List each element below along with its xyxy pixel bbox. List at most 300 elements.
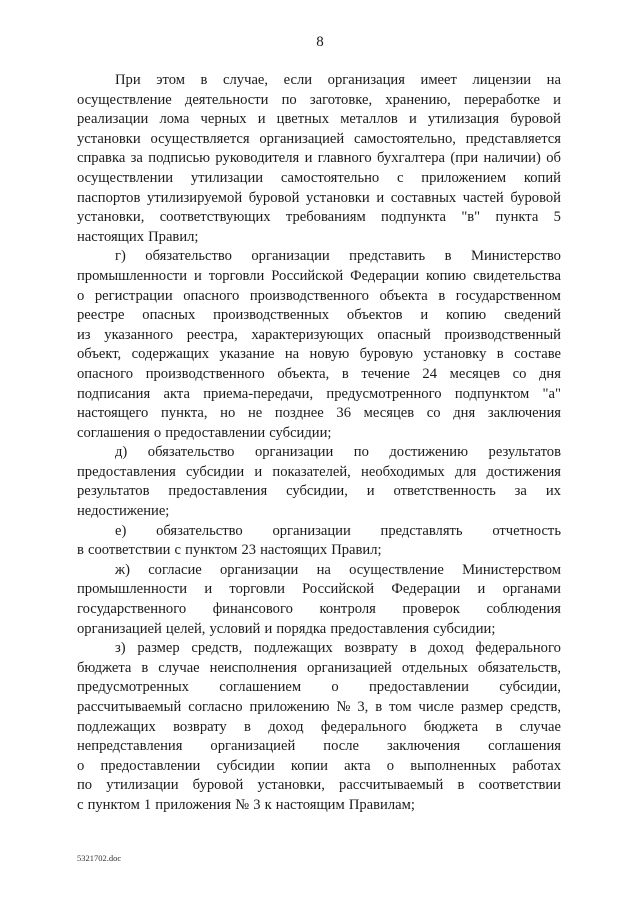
word: и <box>194 267 202 284</box>
word: и <box>264 620 273 637</box>
word: случае <box>519 718 561 735</box>
word: копию <box>446 307 487 324</box>
text-line <box>77 737 561 757</box>
word: организации <box>219 561 299 578</box>
word: достижению <box>389 444 469 461</box>
word: руководителя <box>215 150 300 167</box>
text-line <box>77 326 561 346</box>
word: переработке <box>463 91 540 108</box>
word: имеет <box>420 72 457 88</box>
text-line <box>77 287 561 307</box>
word: указание <box>219 346 275 363</box>
word: и <box>420 307 429 324</box>
word: порядка <box>276 620 327 637</box>
word: предоставлении <box>165 424 266 441</box>
word: заключения <box>387 738 461 755</box>
word: организации <box>272 522 351 539</box>
word: субсидии <box>216 757 275 774</box>
text-line <box>77 404 561 424</box>
word: ответственность <box>393 483 496 500</box>
word: обязательство <box>145 248 232 265</box>
word: е) <box>115 522 127 539</box>
word: паспортов <box>77 189 141 206</box>
word: главного <box>317 150 372 167</box>
word: результатов <box>488 444 561 461</box>
word: и <box>254 463 263 480</box>
page-number: 8 <box>316 34 324 50</box>
word: и <box>204 581 213 598</box>
word: самостоятельно <box>280 169 380 186</box>
word: соответствии <box>478 777 561 794</box>
word: реестре <box>77 307 125 324</box>
text-line <box>77 149 561 169</box>
word: организацией <box>210 738 296 755</box>
word: предусмотренного <box>326 385 442 402</box>
word: в <box>77 542 84 559</box>
word: о <box>386 757 395 774</box>
word: на <box>546 72 561 88</box>
word: (при <box>450 150 479 167</box>
word: заключения <box>487 405 561 422</box>
word: требованиям <box>285 209 366 226</box>
text-line <box>77 247 561 267</box>
word: федерального <box>320 718 407 735</box>
word: г) <box>115 248 126 265</box>
word: и <box>366 483 375 500</box>
word: содержащих <box>131 346 210 363</box>
word: подлежащих <box>77 718 156 735</box>
word: 5 <box>553 209 561 226</box>
word: позднее <box>274 405 324 422</box>
word: приложению <box>249 699 330 715</box>
word: в <box>341 365 349 382</box>
word: но <box>220 405 236 422</box>
word: подписью <box>148 150 211 167</box>
word: государственном <box>455 287 561 304</box>
word: из <box>77 326 91 343</box>
word: частей <box>462 189 504 206</box>
word: выполненных <box>410 757 497 774</box>
word: копию <box>425 267 467 284</box>
word: возврату <box>344 640 399 657</box>
text-line <box>77 757 561 777</box>
word: предоставления <box>330 620 430 637</box>
word: сведений <box>504 307 561 324</box>
text-line <box>77 482 561 502</box>
word: отдельных <box>401 659 468 676</box>
word: При <box>115 72 141 88</box>
text-line <box>77 208 561 228</box>
word: хранению, <box>385 91 451 108</box>
word: настоящего <box>77 405 149 422</box>
word: организации <box>254 444 334 461</box>
text-line <box>77 169 561 189</box>
word: объектов <box>346 307 403 324</box>
word: представить <box>349 248 426 265</box>
word: осуществление <box>77 91 172 108</box>
word: утилизируемой <box>146 189 243 206</box>
word: объект, <box>77 346 122 363</box>
word: опасного <box>183 287 240 304</box>
word: средств, <box>191 640 243 657</box>
word: бюджета <box>77 659 132 676</box>
word: предоставлении <box>369 679 469 696</box>
text-line <box>77 345 561 365</box>
word: Российской <box>271 267 344 284</box>
word: месяцев <box>449 365 501 382</box>
word: акта <box>344 757 371 774</box>
word: доход <box>268 718 304 735</box>
text-line <box>77 718 561 738</box>
word: пунктом <box>87 796 140 813</box>
word: и <box>304 150 313 167</box>
word: доход <box>428 640 464 657</box>
word: Федерации <box>350 267 420 284</box>
word: в <box>495 718 503 735</box>
word: в <box>438 287 446 304</box>
word: субсидии <box>186 463 245 480</box>
word: размер <box>137 640 180 657</box>
word: результатов <box>77 483 150 500</box>
word: соответствии <box>87 542 171 559</box>
word: утилизации <box>190 169 264 186</box>
word: организации <box>251 248 330 265</box>
word: установку <box>423 346 487 363</box>
word: представляется <box>465 130 561 147</box>
text-line <box>77 91 561 111</box>
word: буровой <box>510 111 561 128</box>
word: за <box>130 150 143 167</box>
word: и <box>477 581 486 598</box>
word: случае, <box>223 72 269 88</box>
word: Федерации <box>391 581 461 598</box>
word: наличии) <box>483 150 541 167</box>
word: на <box>316 561 331 578</box>
word: обязательство <box>156 522 243 539</box>
word: субсидии, <box>499 679 561 696</box>
text-line <box>77 600 561 620</box>
word: представлять <box>380 522 463 539</box>
word: копий <box>523 169 561 186</box>
word: к <box>264 796 272 813</box>
word: опасных <box>142 307 196 324</box>
word: и <box>376 189 385 206</box>
word: пункта, <box>161 405 208 422</box>
word: подлежащих <box>253 640 333 657</box>
word: неисполнения <box>209 659 298 676</box>
word: и <box>553 91 561 108</box>
word: "а" <box>542 385 561 402</box>
word: условий <box>209 620 261 637</box>
word: Российской <box>302 581 375 598</box>
word: опасного <box>77 365 134 382</box>
word: 3, <box>357 699 369 715</box>
word: буровой <box>510 189 561 206</box>
text-line <box>77 110 561 130</box>
word: организация <box>327 72 405 88</box>
word: по <box>281 91 297 108</box>
word: на <box>284 346 300 363</box>
word: контроля <box>319 601 376 618</box>
text-line <box>77 443 561 463</box>
word: цветных <box>276 111 330 128</box>
word: федерального <box>475 640 561 657</box>
text-line <box>77 776 561 796</box>
word: с <box>397 169 404 186</box>
word: дня <box>539 365 561 382</box>
word: производственного <box>145 365 265 382</box>
word: подпункта <box>381 209 446 226</box>
word: обязательств, <box>477 659 561 676</box>
word: соблюдения <box>486 601 561 618</box>
word: предусмотренных <box>77 679 189 696</box>
text-line <box>77 639 561 659</box>
word: осуществление <box>349 561 444 578</box>
text-line <box>77 659 561 679</box>
text-line <box>77 306 561 326</box>
word: 23 <box>241 542 257 559</box>
word: осуществлении <box>77 169 174 186</box>
word: 24 <box>422 365 437 382</box>
word: соответствующих <box>159 209 271 226</box>
text-line <box>77 385 561 405</box>
word: о <box>331 679 339 696</box>
word: реализации <box>77 111 149 128</box>
word: по <box>353 444 369 461</box>
word: пунктом <box>185 542 238 559</box>
word: о <box>77 757 85 774</box>
word: за <box>514 483 527 500</box>
word: бухгалтера <box>377 150 446 167</box>
word: справка <box>77 150 126 167</box>
text-line <box>77 620 561 640</box>
word: Правил; <box>148 228 199 245</box>
word: предоставления <box>168 483 268 500</box>
text-line <box>77 267 561 287</box>
word: самостоятельно, <box>353 130 456 147</box>
word: характеризующих <box>251 326 364 343</box>
word: производственный <box>444 326 561 343</box>
word: их <box>545 483 561 500</box>
word: недостижение; <box>77 503 170 520</box>
word: государственного <box>77 601 187 618</box>
word: со <box>512 365 527 382</box>
document-file-reference: 5321702.doc <box>77 853 122 863</box>
word: осуществляется <box>150 130 250 147</box>
word: промышленности <box>77 581 188 598</box>
word: настоящих <box>77 228 145 245</box>
word: согласно <box>188 699 243 715</box>
word: в <box>200 72 208 88</box>
text-line <box>77 678 561 698</box>
word: в <box>444 248 452 265</box>
word: обязательство <box>147 444 235 461</box>
word: производственного <box>249 287 369 304</box>
word: если <box>283 72 313 88</box>
word: объекта <box>379 287 428 304</box>
word: установки <box>306 189 370 206</box>
word: № <box>235 796 250 813</box>
text-line <box>77 189 561 209</box>
word: металлов <box>340 111 398 128</box>
word: заготовке, <box>309 91 373 108</box>
word: Правил; <box>331 542 382 559</box>
word: 36 <box>336 405 351 422</box>
word: д) <box>115 444 128 461</box>
text-line <box>77 561 561 581</box>
word: согласие <box>148 561 202 578</box>
word: настоящих <box>260 542 328 559</box>
text-line <box>77 365 561 385</box>
word: в <box>409 640 417 657</box>
word: в <box>244 718 251 735</box>
word: пункта <box>495 209 539 226</box>
word: составе <box>514 346 561 363</box>
word: субсидии; <box>269 424 332 441</box>
word: проверок <box>402 601 460 618</box>
word: Министерство <box>470 248 561 265</box>
word: указанного <box>104 326 173 343</box>
word: достижения <box>486 463 561 480</box>
word: по <box>77 777 93 794</box>
word: настоящим <box>275 796 345 813</box>
word: организацией <box>77 620 162 637</box>
word: отчетность <box>492 522 561 539</box>
word: новую <box>309 346 350 363</box>
word: органами <box>502 581 561 598</box>
word: том <box>389 699 412 715</box>
word: ж) <box>115 561 130 578</box>
word: установки <box>77 130 141 147</box>
word: показателей, <box>272 463 351 480</box>
word: подпунктом <box>454 385 530 402</box>
word: промышленности <box>77 267 188 284</box>
word: в <box>457 777 465 794</box>
word: организацией <box>307 659 392 676</box>
word: объекта, <box>277 365 330 382</box>
word: с <box>77 796 84 813</box>
word: буровую <box>359 346 413 363</box>
word: не <box>247 405 263 422</box>
word: о <box>153 424 162 441</box>
word: производственных <box>213 307 330 324</box>
word: торговли <box>208 267 265 284</box>
word: с <box>174 542 182 559</box>
word: утилизации <box>106 777 179 794</box>
word: буровой <box>248 189 300 206</box>
word: об <box>546 150 561 167</box>
word: возврату <box>173 718 227 735</box>
text-line <box>77 424 561 444</box>
word: организацией <box>259 130 345 147</box>
word: свидетельства <box>473 267 561 284</box>
word: для <box>454 463 477 480</box>
word: этом <box>156 72 185 88</box>
word: акта <box>163 385 190 402</box>
word: средств, <box>510 699 561 715</box>
word: необходимых <box>361 463 445 480</box>
word: и <box>408 111 417 128</box>
word: субсидии, <box>286 483 348 500</box>
word: в <box>141 659 149 676</box>
word: о <box>77 287 85 304</box>
word: субсидии; <box>433 620 496 637</box>
word: размер <box>460 699 504 715</box>
word: числе <box>418 699 454 715</box>
word: регистрации <box>94 287 173 304</box>
word: деятельности <box>184 91 269 108</box>
word: буровой <box>192 777 244 794</box>
word: подписания <box>77 385 151 402</box>
word: установки, <box>77 209 145 226</box>
word: соглашения <box>488 738 561 755</box>
text-line <box>77 541 561 561</box>
text-line <box>77 698 561 718</box>
word: приложением <box>421 169 507 186</box>
word: опасный <box>377 326 431 343</box>
word: Министерством <box>462 561 561 578</box>
word: целей, <box>165 620 206 637</box>
document-body <box>77 71 561 816</box>
word: со <box>426 405 441 422</box>
word: приложения <box>155 796 232 813</box>
word: в <box>375 699 383 715</box>
word: приема-передачи, <box>203 385 314 402</box>
text-line <box>77 463 561 483</box>
word: № <box>336 699 351 715</box>
word: непредставления <box>77 738 183 755</box>
word: 1 <box>143 796 152 813</box>
word: финансового <box>212 601 293 618</box>
word: составных <box>390 189 457 206</box>
word: установки, <box>257 777 325 794</box>
word: лома <box>159 111 190 128</box>
text-line <box>77 502 561 522</box>
word: и <box>257 111 266 128</box>
word: Правилам; <box>348 796 415 813</box>
text-line <box>77 522 561 542</box>
word: реестра, <box>186 326 238 343</box>
word: дня <box>453 405 476 422</box>
word: 3 <box>253 796 261 813</box>
word: работах <box>512 757 561 774</box>
word: торговли <box>229 581 285 598</box>
word: течение <box>361 365 410 382</box>
word: "в" <box>461 209 481 226</box>
word: соглашением <box>219 679 302 696</box>
word: соглашения <box>77 424 150 441</box>
text-line <box>77 71 561 91</box>
word: предоставления <box>77 463 176 480</box>
word: бюджета <box>423 718 479 735</box>
word: копии <box>290 757 328 774</box>
word: случае <box>158 659 200 676</box>
text-line <box>77 228 561 248</box>
word: рассчитываемый <box>339 777 444 794</box>
word: в <box>496 346 504 363</box>
word: лицензии <box>472 72 532 88</box>
text-line <box>77 580 561 600</box>
word: после <box>323 738 359 755</box>
word: предоставлении <box>100 757 201 774</box>
word: рассчитываемый <box>77 699 182 715</box>
word: черных <box>200 111 247 128</box>
word: месяцев <box>363 405 415 422</box>
word: утилизация <box>427 111 500 128</box>
word: з) <box>115 640 126 657</box>
text-line <box>77 796 561 816</box>
text-line <box>77 130 561 150</box>
